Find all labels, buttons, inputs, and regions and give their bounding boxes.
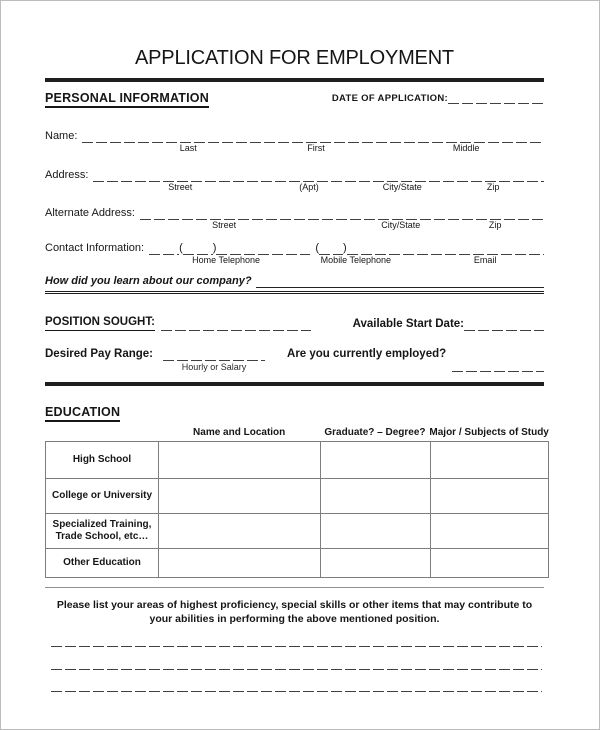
skills-divider-line <box>45 587 544 588</box>
skills-write-line-1 <box>51 645 542 647</box>
skills-instruction-text: Please list your areas of highest proficiency, special skills or other items that may contribute to your abilities in performing the above mentioned position. <box>56 599 533 625</box>
education-cell-major-subjects <box>431 479 549 514</box>
name-label: Name: <box>45 130 78 142</box>
address-label: Address: <box>45 169 89 181</box>
address-field-row <box>45 168 544 182</box>
education-heading: EDUCATION <box>45 405 120 422</box>
education-cell-name-location <box>159 479 321 514</box>
contact-information-label: Contact Information: <box>45 242 145 254</box>
education-heading-row <box>45 403 544 421</box>
personal-information-header-row <box>45 91 544 108</box>
name-sublabel-last: Last <box>179 143 197 153</box>
hourly-or-salary-sublabel: Hourly or Salary <box>181 362 247 372</box>
date-of-application-blank <box>448 100 544 104</box>
position-sought-field <box>45 315 311 331</box>
education-row-high-school <box>46 442 549 479</box>
name-sublabels <box>45 143 544 155</box>
education-cell-graduate-degree <box>321 442 431 479</box>
education-cell-graduate-degree <box>321 479 431 514</box>
alternate-address-sublabel-street: Street <box>212 220 237 230</box>
education-row-label-specialized-training: Specialized Training, Trade School, etc… <box>46 514 159 549</box>
company-question-row <box>45 274 544 288</box>
alternate-address-label: Alternate Address: <box>45 207 135 219</box>
area-code-open-paren: ( <box>179 242 183 254</box>
education-row-label-other-education: Other Education <box>46 549 159 578</box>
education-row-specialized-training <box>46 514 549 549</box>
title-divider-rule <box>45 78 544 82</box>
contact-sublabels <box>45 255 544 267</box>
skills-write-line-2 <box>51 668 542 670</box>
education-header-name-location: Name and Location <box>193 427 286 438</box>
available-start-date-label: Available Start Date: <box>352 318 464 330</box>
education-cell-name-location <box>159 442 321 479</box>
desired-pay-range-field <box>163 347 265 372</box>
name-sublabel-middle: Middle <box>452 143 480 153</box>
education-cell-major-subjects <box>431 514 549 549</box>
currently-employed-label: Are you currently employed? <box>287 348 447 360</box>
education-row-label-college: College or University <box>46 479 159 514</box>
education-header-major-subjects: Major / Subjects of Study <box>429 427 549 438</box>
education-column-headers <box>45 427 548 439</box>
address-sublabel-apt: (Apt) <box>299 182 319 192</box>
skills-write-line-3 <box>51 690 542 692</box>
education-row-other-education <box>46 549 549 578</box>
mobile-area-code-open-paren: ( <box>315 242 320 254</box>
position-sought-label: POSITION SOUGHT: <box>45 315 155 331</box>
currently-employed-blank <box>452 358 544 372</box>
document-title: APPLICATION FOR EMPLOYMENT <box>135 47 454 69</box>
contact-sublabel-email: Email <box>473 255 497 265</box>
alternate-address-sublabel-citystate: City/State <box>381 220 421 230</box>
contact-information-field-row <box>45 241 544 255</box>
section-divider-rule <box>45 291 544 294</box>
name-sublabel-first: First <box>307 143 325 153</box>
education-row-label-high-school: High School <box>46 442 159 479</box>
area-code-close-paren: ) <box>212 242 217 254</box>
date-of-application-label: DATE OF APPLICATION: <box>331 93 448 104</box>
alternate-address-sublabels <box>45 220 544 232</box>
company-question-label: How did you learn about our company? <box>45 275 252 287</box>
education-table <box>45 441 549 578</box>
contact-sublabel-home-telephone: Home Telephone <box>192 255 261 265</box>
company-question-blank <box>256 284 544 288</box>
position-sought-blank <box>161 327 311 331</box>
name-field-row <box>45 129 544 143</box>
education-cell-major-subjects <box>431 442 549 479</box>
available-start-date-blank <box>464 327 544 331</box>
address-sublabel-street: Street <box>168 182 193 192</box>
address-sublabel-zip: Zip <box>486 182 500 192</box>
alternate-address-sublabel-zip: Zip <box>488 220 502 230</box>
desired-pay-range-label: Desired Pay Range: <box>45 348 154 360</box>
personal-information-heading: PERSONAL INFORMATION <box>45 91 209 108</box>
education-row-college <box>46 479 549 514</box>
date-of-application-field <box>332 93 544 104</box>
mobile-area-code-close-paren: ) <box>343 242 347 254</box>
education-cell-major-subjects <box>431 549 549 578</box>
education-cell-name-location <box>159 514 321 549</box>
alternate-address-field-row <box>45 206 544 220</box>
address-sublabels <box>45 182 544 194</box>
pay-range-row <box>45 347 544 372</box>
position-sought-row <box>45 315 544 331</box>
contact-sublabel-mobile-telephone: Mobile Telephone <box>320 255 392 265</box>
education-cell-name-location <box>159 549 321 578</box>
education-header-graduate-degree: Graduate? – Degree? <box>324 427 426 438</box>
education-cell-graduate-degree <box>321 549 431 578</box>
desired-pay-range-blank <box>163 347 265 361</box>
education-divider-rule <box>45 382 544 386</box>
available-start-date-field <box>353 317 544 331</box>
address-sublabel-citystate: City/State <box>382 182 422 192</box>
education-cell-graduate-degree <box>321 514 431 549</box>
